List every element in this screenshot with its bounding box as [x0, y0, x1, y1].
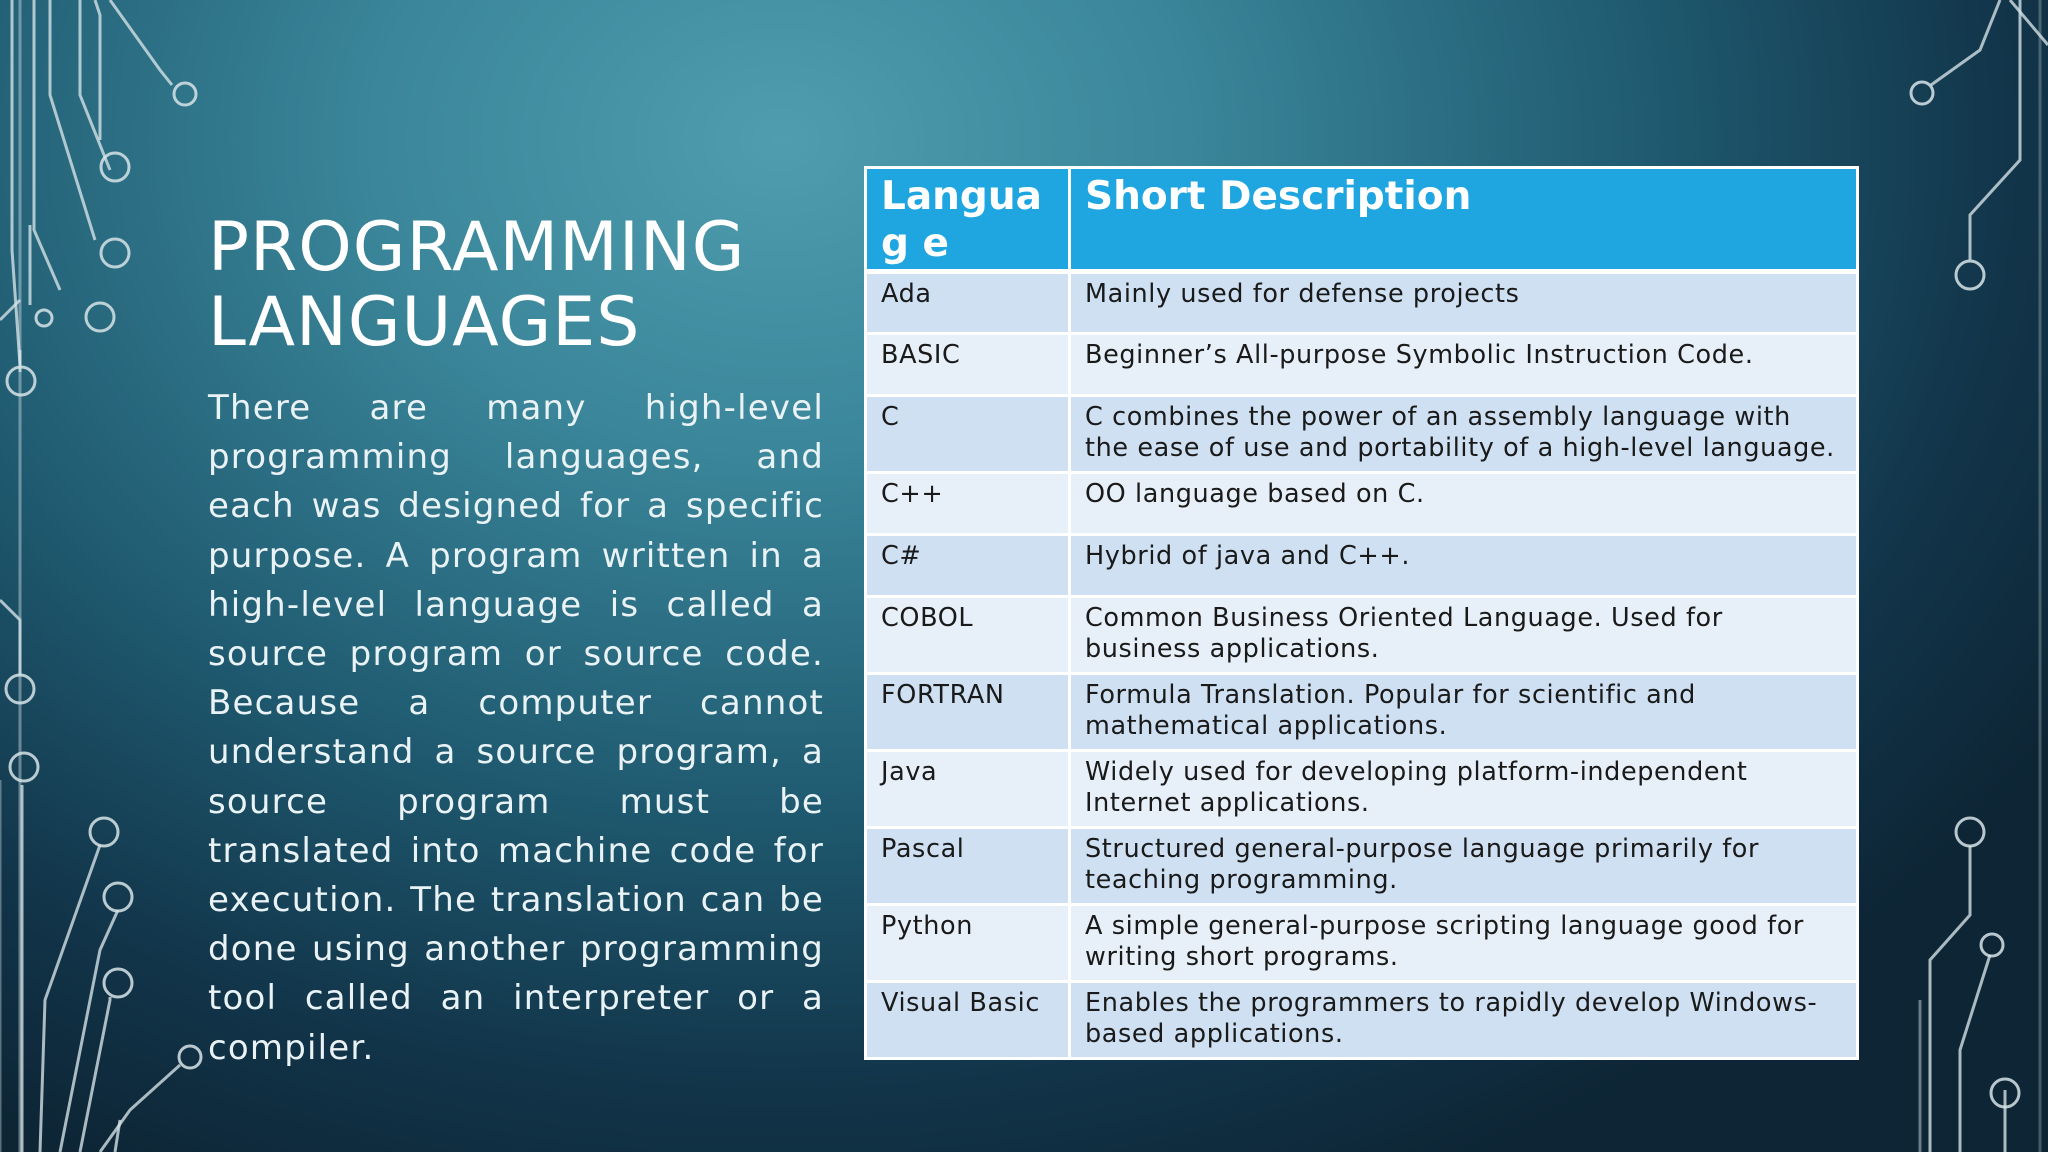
language-cell: Ada: [866, 272, 1070, 334]
description-cell: Structured general-purpose language primarily for teaching programming.: [1070, 828, 1858, 905]
description-cell: Widely used for developing platform-independent Internet applications.: [1070, 751, 1858, 828]
languages-table: [864, 166, 1859, 1060]
description-cell: OO language based on C.: [1070, 473, 1858, 535]
language-cell: Python: [866, 905, 1070, 982]
language-cell: Java: [866, 751, 1070, 828]
table-row: [866, 597, 1858, 674]
language-cell: C#: [866, 535, 1070, 597]
description-cell: Beginner’s All-purpose Symbolic Instruction Code.: [1070, 334, 1858, 396]
table-row: [866, 674, 1858, 751]
table-row: [866, 828, 1858, 905]
language-cell: Pascal: [866, 828, 1070, 905]
slide-title-line: PROGRAMMING: [208, 208, 746, 287]
description-cell: Mainly used for defense projects: [1070, 272, 1858, 334]
table-row: [866, 982, 1858, 1059]
table-row: [866, 396, 1858, 473]
slide-title: [208, 210, 828, 360]
table-row: [866, 535, 1858, 597]
language-cell: COBOL: [866, 597, 1070, 674]
table-row: [866, 473, 1858, 535]
description-cell: Hybrid of java and C++.: [1070, 535, 1858, 597]
description-cell: C combines the power of an assembly language with the ease of use and portability of a high-level language.: [1070, 396, 1858, 473]
description-cell: Enables the programmers to rapidly develop Windows-based applications.: [1070, 982, 1858, 1059]
slide-body-text: There are many high-level programming languages, and each was designed for a specific purpose. A program written in a high-level language is called a source program or source code. Because a computer cannot understand a source program, a source program must be translated into machine code for execution. The translation can be done using another programming tool called an interpreter or a compiler.: [208, 388, 824, 1068]
language-cell: FORTRAN: [866, 674, 1070, 751]
languages-table-container: [864, 166, 1856, 1060]
table-row: [866, 751, 1858, 828]
description-cell: Common Business Oriented Language. Used for business applications.: [1070, 597, 1858, 674]
header-language: Languag e: [866, 168, 1070, 272]
description-cell: A simple general-purpose scripting language good for writing short programs.: [1070, 905, 1858, 982]
language-cell: Visual Basic: [866, 982, 1070, 1059]
description-cell: Formula Translation. Popular for scientific and mathematical applications.: [1070, 674, 1858, 751]
table-header-row: [866, 168, 1858, 272]
language-cell: C++: [866, 473, 1070, 535]
language-cell: C: [866, 396, 1070, 473]
table-row: [866, 272, 1858, 334]
language-cell: BASIC: [866, 334, 1070, 396]
slide-title-line: LANGUAGES: [208, 283, 641, 362]
header-description: Short Description: [1070, 168, 1858, 272]
table-row: [866, 905, 1858, 982]
table-row: [866, 334, 1858, 396]
